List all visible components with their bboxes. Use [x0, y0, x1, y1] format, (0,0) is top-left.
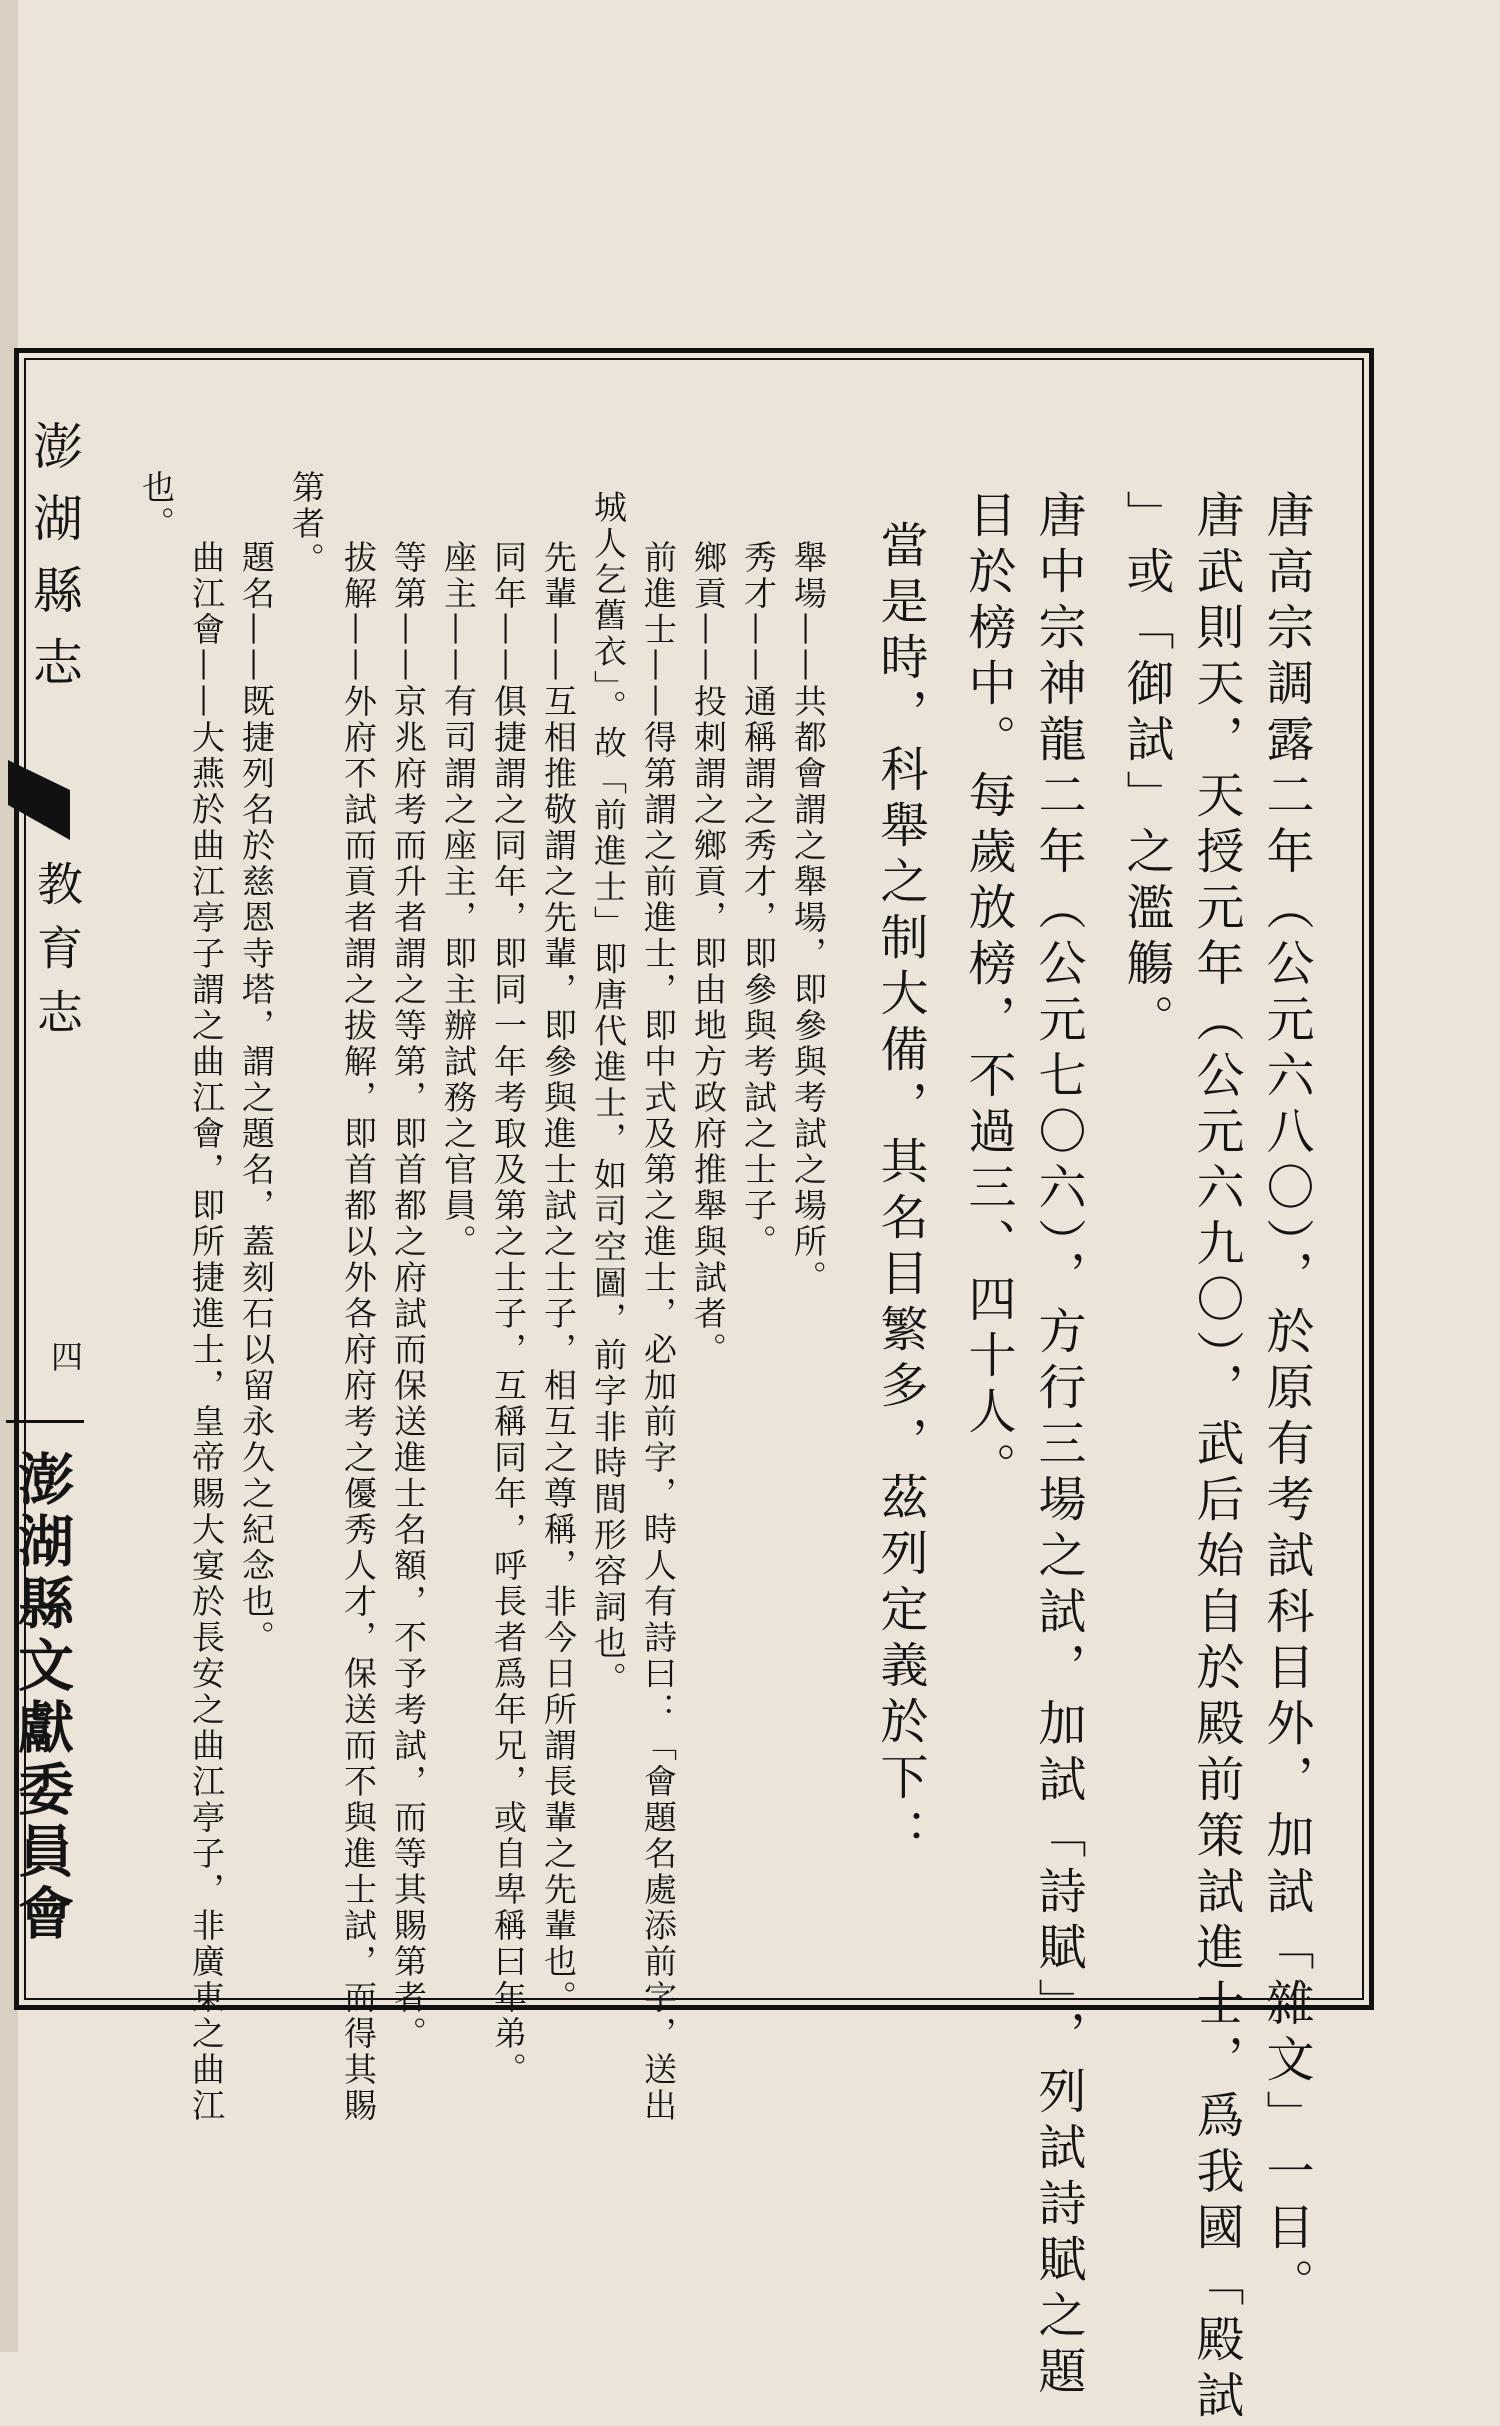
glossary-entry-7: 座主——有司謂之座主，即主辦試務之官員。 — [439, 540, 478, 1260]
page-number: 四 — [46, 1340, 84, 1372]
main-text-column-1: 唐高宗調露二年（公元六八〇），於原有考試科目外，加試「雜文」一目。 — [1258, 490, 1314, 2314]
glossary-entry-10: 題名——既捷列名於慈恩寺塔，謂之題名，蓋刻石以留永久之紀念也。 — [237, 540, 276, 1656]
glossary-entry-4-cont: 城人乞舊衣」。故「前進士」即唐代進士，如司空圖，前字非時間形容詞也。 — [589, 490, 628, 1698]
glossary-entry-6: 同年——俱捷謂之同年，即同一年考取及第之士子，互稱同年，呼長者爲年兄，或自卑稱曰年弟。 — [489, 540, 528, 2088]
margin-rule — [6, 1420, 84, 1423]
glossary-entry-9: 拔解——外府不試而貢者謂之拔解，即首都以外各府府考之優秀人才，保送而不與進士試，而得其賜 — [339, 540, 378, 2124]
glossary-entry-11-cont: 也。 — [137, 470, 176, 542]
glossary-entry-2: 秀才——通稱謂之秀才，即參與考試之士子。 — [739, 540, 778, 1260]
glossary-entry-9-cont: 第者。 — [287, 470, 326, 578]
glossary-entry-5: 先輩——互相推敬謂之先輩，即參與進士試之士子，相互之尊稱，非今日所謂長輩之先輩也。 — [539, 540, 578, 2016]
fishtail-mark-icon — [0, 760, 70, 840]
main-text-column-2: 唐武則天，天授元年（公元六九〇），武后始自於殿前策試進士，爲我國「殿試 — [1188, 490, 1244, 2426]
main-text-column-3: 」或「御試」之濫觴。 — [1118, 490, 1174, 1050]
publisher-name: 澎湖縣文獻委員會 — [9, 1450, 75, 1946]
glossary-entry-3: 鄉貢——投刺謂之鄉貢，即由地方政府推舉與試者。 — [689, 540, 728, 1368]
main-text-column-5: 目於榜中。每歲放榜，不過三、四十人。 — [960, 490, 1016, 1498]
section-title: 教育志 — [30, 860, 84, 1052]
glossary-entry-4: 前進士——得第謂之前進士，即中式及第之進士，必加前字，時人有詩曰：「會題名處添前字，送出 — [639, 540, 678, 2124]
book-title: 澎湖縣志 — [25, 420, 83, 708]
main-text-column-6: 當是時，科舉之制大備，其名目繁多，茲列定義於下： — [872, 520, 928, 1864]
glossary-entry-8: 等第——京兆府考而升者謂之等第，即首都之府試而保送進士名額，不予考試，而等其賜第者。 — [389, 540, 428, 2052]
glossary-entry-11: 曲江會——大燕於曲江亭子謂之曲江會，即所捷進士，皇帝賜大宴於長安之曲江亭子，非廣東之曲江 — [187, 540, 226, 2124]
main-text-column-4: 唐中宗神龍二年（公元七〇六），方行三場之試，加試「詩賦」，列試詩賦之題 — [1030, 490, 1086, 2402]
glossary-entry-1: 舉場——共都會謂之舉場，即參與考試之場所。 — [789, 540, 828, 1296]
